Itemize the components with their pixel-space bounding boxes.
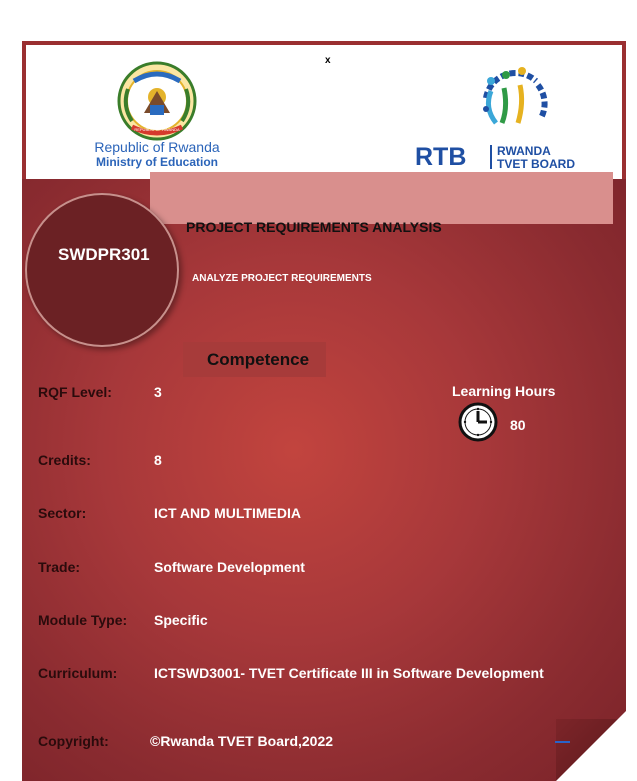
module-type-value: Specific: [154, 612, 208, 628]
module-type-label: Module Type:: [38, 612, 128, 628]
curriculum-value: ICTSWD3001- TVET Certificate III in Software Development: [154, 665, 544, 681]
credits-value: 8: [154, 452, 162, 468]
rtb-divider: [490, 145, 492, 169]
rtb-gear-icon: [411, 63, 601, 143]
ministry-of-education-logo: [72, 61, 242, 173]
clock-icon: [457, 402, 499, 442]
module-title: PROJECT REQUIREMENTS ANALYSIS: [186, 219, 442, 235]
module-code: SWDPR301: [58, 245, 150, 264]
curriculum-label: Curriculum:: [38, 665, 118, 681]
sector-value: ICT AND MULTIMEDIA: [154, 505, 301, 521]
module-competence: ANALYZE PROJECT REQUIREMENTS: [192, 273, 372, 284]
ministry-of-education-text: Ministry of Education: [95, 155, 218, 169]
rtb-abbreviation: RTB: [415, 143, 467, 171]
header-frame: [22, 41, 626, 183]
module-code-circle: [25, 193, 179, 347]
rqf-level-value: 3: [154, 384, 162, 400]
learning-hours-label: Learning Hours: [452, 383, 556, 399]
learning-hours-value: 80: [510, 417, 526, 433]
competence-heading-box: [183, 342, 326, 377]
svg-text:REPUBLIC OF RWANDA: REPUBLIC OF RWANDA: [134, 127, 180, 132]
republic-of-rwanda-text: Republic of Rwanda: [94, 139, 220, 155]
trade-label: Trade:: [38, 559, 81, 575]
rtb-line2: TVET BOARD: [497, 157, 575, 171]
page-curl: [556, 711, 626, 781]
competence-heading: Competence: [207, 350, 310, 369]
copyright-label: Copyright:: [38, 733, 109, 749]
rqf-level-label: RQF Level:: [38, 384, 112, 400]
credits-label: Credits:: [38, 452, 91, 468]
trade-value: Software Development: [154, 559, 305, 575]
rtb-line1: RWANDA: [497, 144, 551, 158]
blue-underline: [555, 741, 570, 743]
rtb-logo: [411, 63, 601, 173]
sector-label: Sector:: [38, 505, 87, 521]
title-banner: [150, 172, 613, 224]
copyright-value: ©Rwanda TVET Board,2022: [150, 733, 334, 749]
header-mark: x: [325, 55, 331, 66]
